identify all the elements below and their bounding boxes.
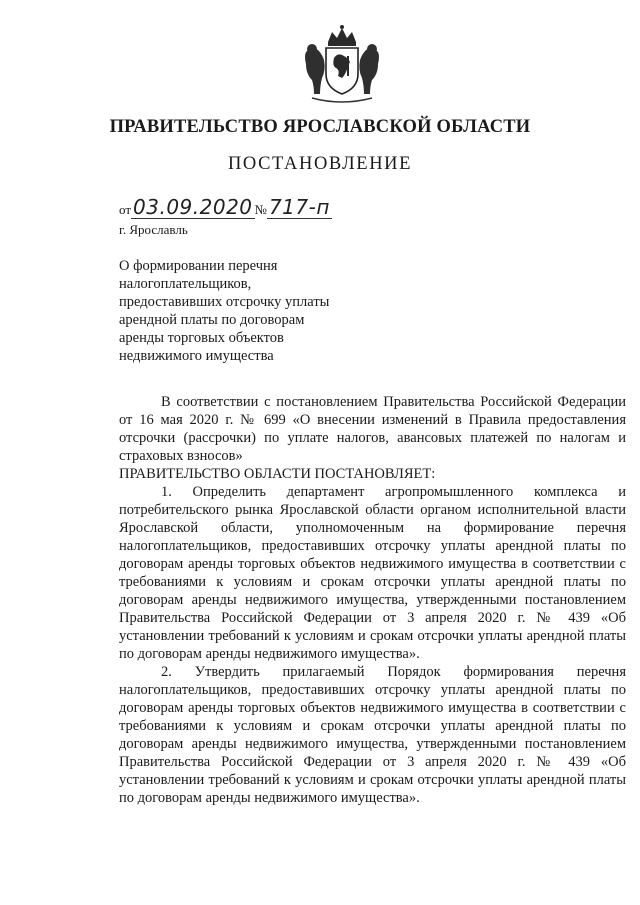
preamble-paragraph: В соответствии с постановлением Правительства Российской Федерации от 16 мая 2020 г. № 699 «О внесении изменений в Правила предоставления отсрочки (рассрочки) по уплате налогов, авансовых платежей по налогам и страховых взносов» — [119, 394, 626, 464]
item-2-paragraph: 2. Утвердить прилагаемый Порядок формирования перечня налогоплательщиков, предоставивших отсрочку уплаты арендной платы по договорам аренды торговых объектов недвижимого имущества в соответствии с требованиями к условиям и срокам отсрочки уплаты арендной платы по договорам аренды недвижимого имущества, утвержденными постановлением Правительства Российской Федерации от 3 апреля 2020 г. № 439 «Об установлении требований к условиям и срокам отсрочки уплаты арендной платы по договорам аренды недвижимого имущества». — [119, 664, 626, 806]
subject-line: налогоплательщиков, — [119, 276, 252, 292]
subject-line: аренды торговых объектов — [119, 330, 284, 346]
subject-line: арендной платы по договорам — [119, 312, 305, 328]
document-date: 03.09.2020 — [133, 195, 253, 219]
date-prefix: от — [119, 202, 132, 217]
item-1-paragraph: 1. Определить департамент агропромышленного комплекса и потребительского рынка Ярославской области органом исполнительной власти Ярославской области, уполномоченным на формирование перечня налогоплательщиков, предоставивших отсрочку уплаты арендной платы по договорам аренды торговых объектов недвижимого имущества в соответствии с требованиями к условиям и срокам отсрочки уплаты арендной платы по договорам аренды недвижимого имущества, утвержденными постановлением Правительства Российской Федерации от 3 апреля 2020 г. № 439 «Об установлении требований к условиям и срокам отсрочки уплаты арендной платы по договорам аренды недвижимого имущества». — [119, 484, 626, 662]
subject-line: предоставивших отсрочку уплаты — [119, 294, 330, 310]
document-body — [119, 393, 626, 807]
document-number: 717-п — [268, 195, 330, 219]
subject-line: недвижимого имущества — [119, 348, 274, 364]
date-number-line — [119, 196, 332, 219]
decree-heading: ПРАВИТЕЛЬСТВО ОБЛАСТИ ПОСТАНОВЛЯЕТ: — [119, 466, 436, 482]
coat-of-arms-icon — [298, 22, 386, 106]
number-sign: № — [254, 202, 267, 217]
document-type: ПОСТАНОВЛЕНИЕ — [227, 154, 413, 174]
subject-line: О формировании перечня — [119, 258, 278, 274]
document-subject — [119, 257, 329, 365]
city-label: г. Ярославль — [119, 222, 188, 237]
government-title: ПРАВИТЕЛЬСТВО ЯРОСЛАВСКОЙ ОБЛАСТИ — [109, 117, 531, 137]
